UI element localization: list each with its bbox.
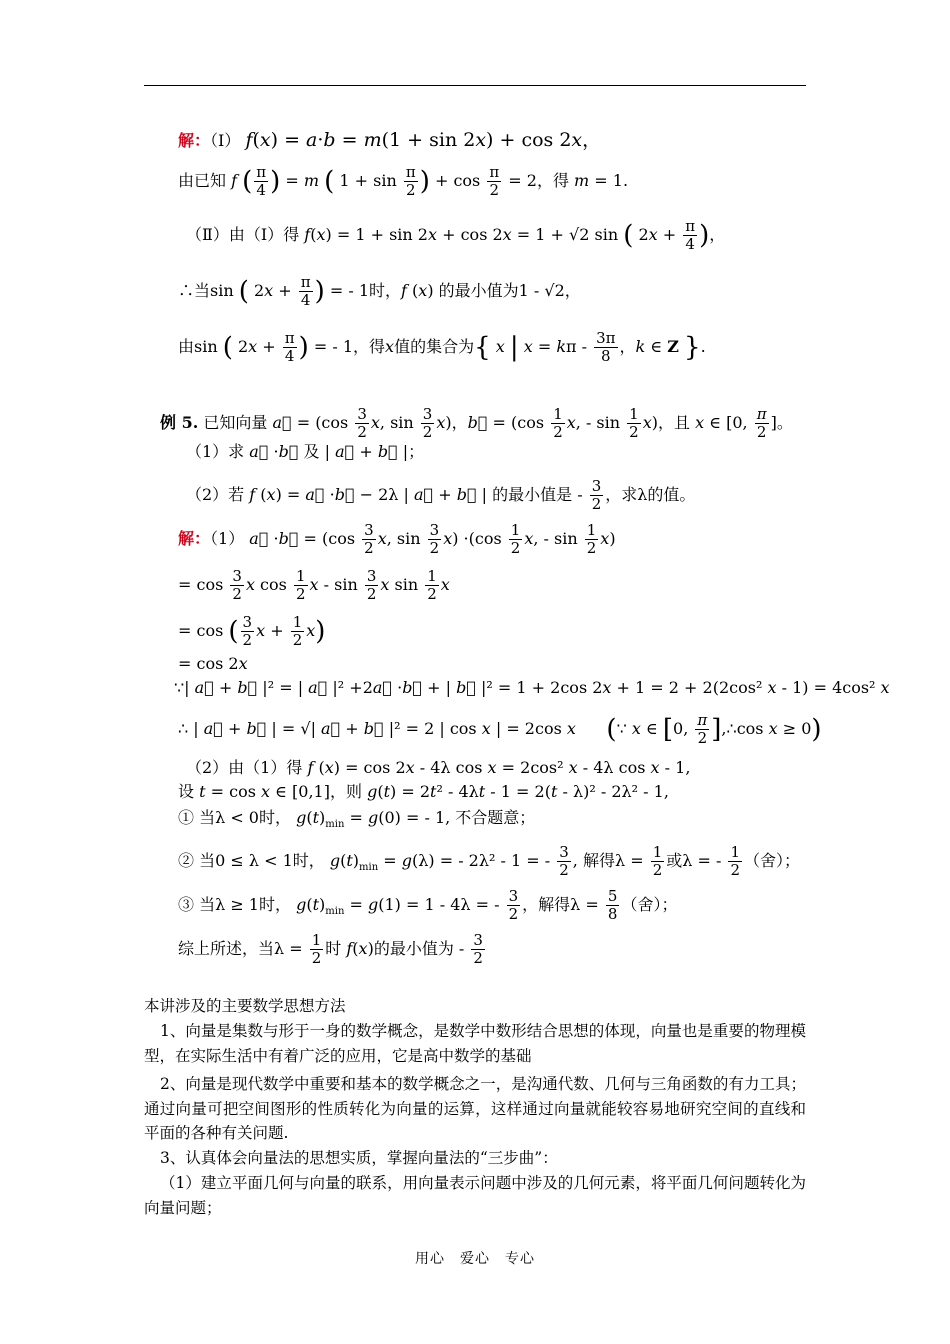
solution5-line3: = cos ( $\frac{3}{2}$ x + $\frac{1}{2}$ x) [178, 613, 326, 649]
solution5-line10: ② 当0 ≤ λ < 1时， $g(t)_{min} = g(\lambda)$ = - 2λ² - 1 = - $\frac{3}{2}$ , 解得λ = $\frac{1}{2}$ 或λ = - $\frac{1}{2}$ （舍）； [178, 843, 801, 879]
summary-title: 本讲涉及的主要数学思想方法 [144, 997, 346, 1015]
solution5-line11: ③ 当λ ≥ 1时， $g(t)_{min} = g(1) = 1 - 4\lambda$ = - $\frac{3}{2}$ ，解得λ = $\frac{5}{8}$ （舍）； [178, 887, 678, 923]
header-rule [144, 85, 806, 86]
solution5-line6: ∴ | a⃗ + b⃗ | = √| a⃗ + b⃗ |² = 2 | cos x | = 2cos x (∵ x ∈ [0, $\frac{\pi}{2}$ ],∴cos x ≥ 0) [178, 711, 822, 747]
solution5-line1: 解：（1） a⃗ ·b⃗ = (cos $\frac{3}{2}$ x, sin $\frac{3}{2}$ x) ·(cos $\frac{1}{2}$ x, - sin $\frac{1}{2}$ x) [178, 521, 616, 557]
summary-paragraph-3: 3、认真体会向量法的思想实质，掌握向量法的“三步曲”： [160, 1149, 558, 1167]
solution5-line5: ∵| a⃗ + b⃗ |² = | a⃗ |² +2a⃗ ·b⃗ + | b⃗ |² = 1 + 2cos 2x + 1 = 2 + 2(2cos² x - 1) = 4cos² x [174, 678, 890, 697]
solution5-line8: 设 t = cos x ∈ [0,1]，则 g(t) = 2t² - 4λt - 1 = 2(t - λ)² - 2λ² - 1, [178, 782, 669, 801]
solution5-line7: （2）由（1）得 f (x) = cos 2x - 4λ cos x = 2cos² x - 4λ cos x - 1, [186, 758, 691, 777]
solution5-line12: 综上所述，当λ = $\frac{1}{2}$ 时 f(x)的最小值为 - $\frac{3}{2}$ [178, 931, 483, 967]
solution4-line1: 解：（Ⅰ） f(x) = a·b = m(1 + sin 2x) + cos 2x， [178, 129, 602, 151]
solution-label: 解： [178, 529, 211, 548]
solution4-line2: 由已知 f ( $\frac{\pi}{4}$ ) = m ( 1 + sin $\frac{\pi}{2}$ ) + cos $\frac{\pi}{2}$ = 2，得 m = 1. [178, 163, 629, 199]
example5-stem: 例 5. 已知向量 a⃗ = (cos $\frac{3}{2}$ x, sin $\frac{3}{2}$ x)，b⃗ = (cos $\frac{1}{2}$ x, - sin $\frac{1}{2}$ x)，且 x ∈ [0, $\frac{\pi}{2}$ ]。 [160, 405, 793, 441]
summary-paragraph-1: 1、向量是集数与形于一身的数学概念，是数学中数形结合思想的体现，向量也是重要的物理模型，在实际生活中有着广泛的应用，它是高中数学的基础 [144, 1022, 806, 1065]
summary-paragraph-2: 2、向量是现代数学中重要和基本的数学概念之一，是沟通代数、几何与三角函数的有力工具；通过向量可把空间图形的性质转化为向量的运算，这样通过向量就能较容易地研究空间的直线和平面的各种有关问题. [144, 1075, 806, 1142]
example5-q1: （1）求 a⃗ ·b⃗ 及 | a⃗ + b⃗ |； [186, 442, 425, 461]
summary-paragraph-4: （1）建立平面几何与向量的联系，用向量表示问题中涉及的几何元素，将平面几何问题转化为向量问题； [144, 1174, 806, 1217]
solution5-line9: ① 当λ < 0时， $g(t)_{min} = g(0)$ = - 1, 不合题意； [178, 808, 536, 831]
example5-q2: （2）若 f (x) = a⃗ ·b⃗ − 2λ | a⃗ + b⃗ | 的最小值是 - $\frac{3}{2}$ ，求λ的值。 [186, 477, 696, 513]
solution4-line3: （Ⅱ）由（Ⅰ）得 f(x) = 1 + sin 2x + cos 2x = 1 + √2 sin ( 2x + $\frac{\pi}{4}$ )， [186, 217, 726, 253]
page-footer: 用心 爱心 专心 [415, 1251, 535, 1267]
solution4-line5: 由sin ( 2x + $\frac{\pi}{4}$ ) = - 1，得x值的集合为{ x | x = kπ - $\frac{3\pi}{8}$ ，k ∈ Z }. [178, 329, 706, 365]
solution5-line4: = cos 2x [178, 654, 248, 673]
example-label: 例 5. [160, 413, 199, 432]
solution5-line2: = cos $\frac{3}{2}$ x cos $\frac{1}{2}$ x - sin $\frac{3}{2}$ x sin $\frac{1}{2}$ x [178, 567, 450, 603]
solution-label: 解： [178, 131, 211, 150]
solution4-line4: ∴当sin ( 2x + $\frac{\pi}{4}$ ) = - 1时，f (x) 的最小值为1 - √2， [178, 273, 581, 309]
